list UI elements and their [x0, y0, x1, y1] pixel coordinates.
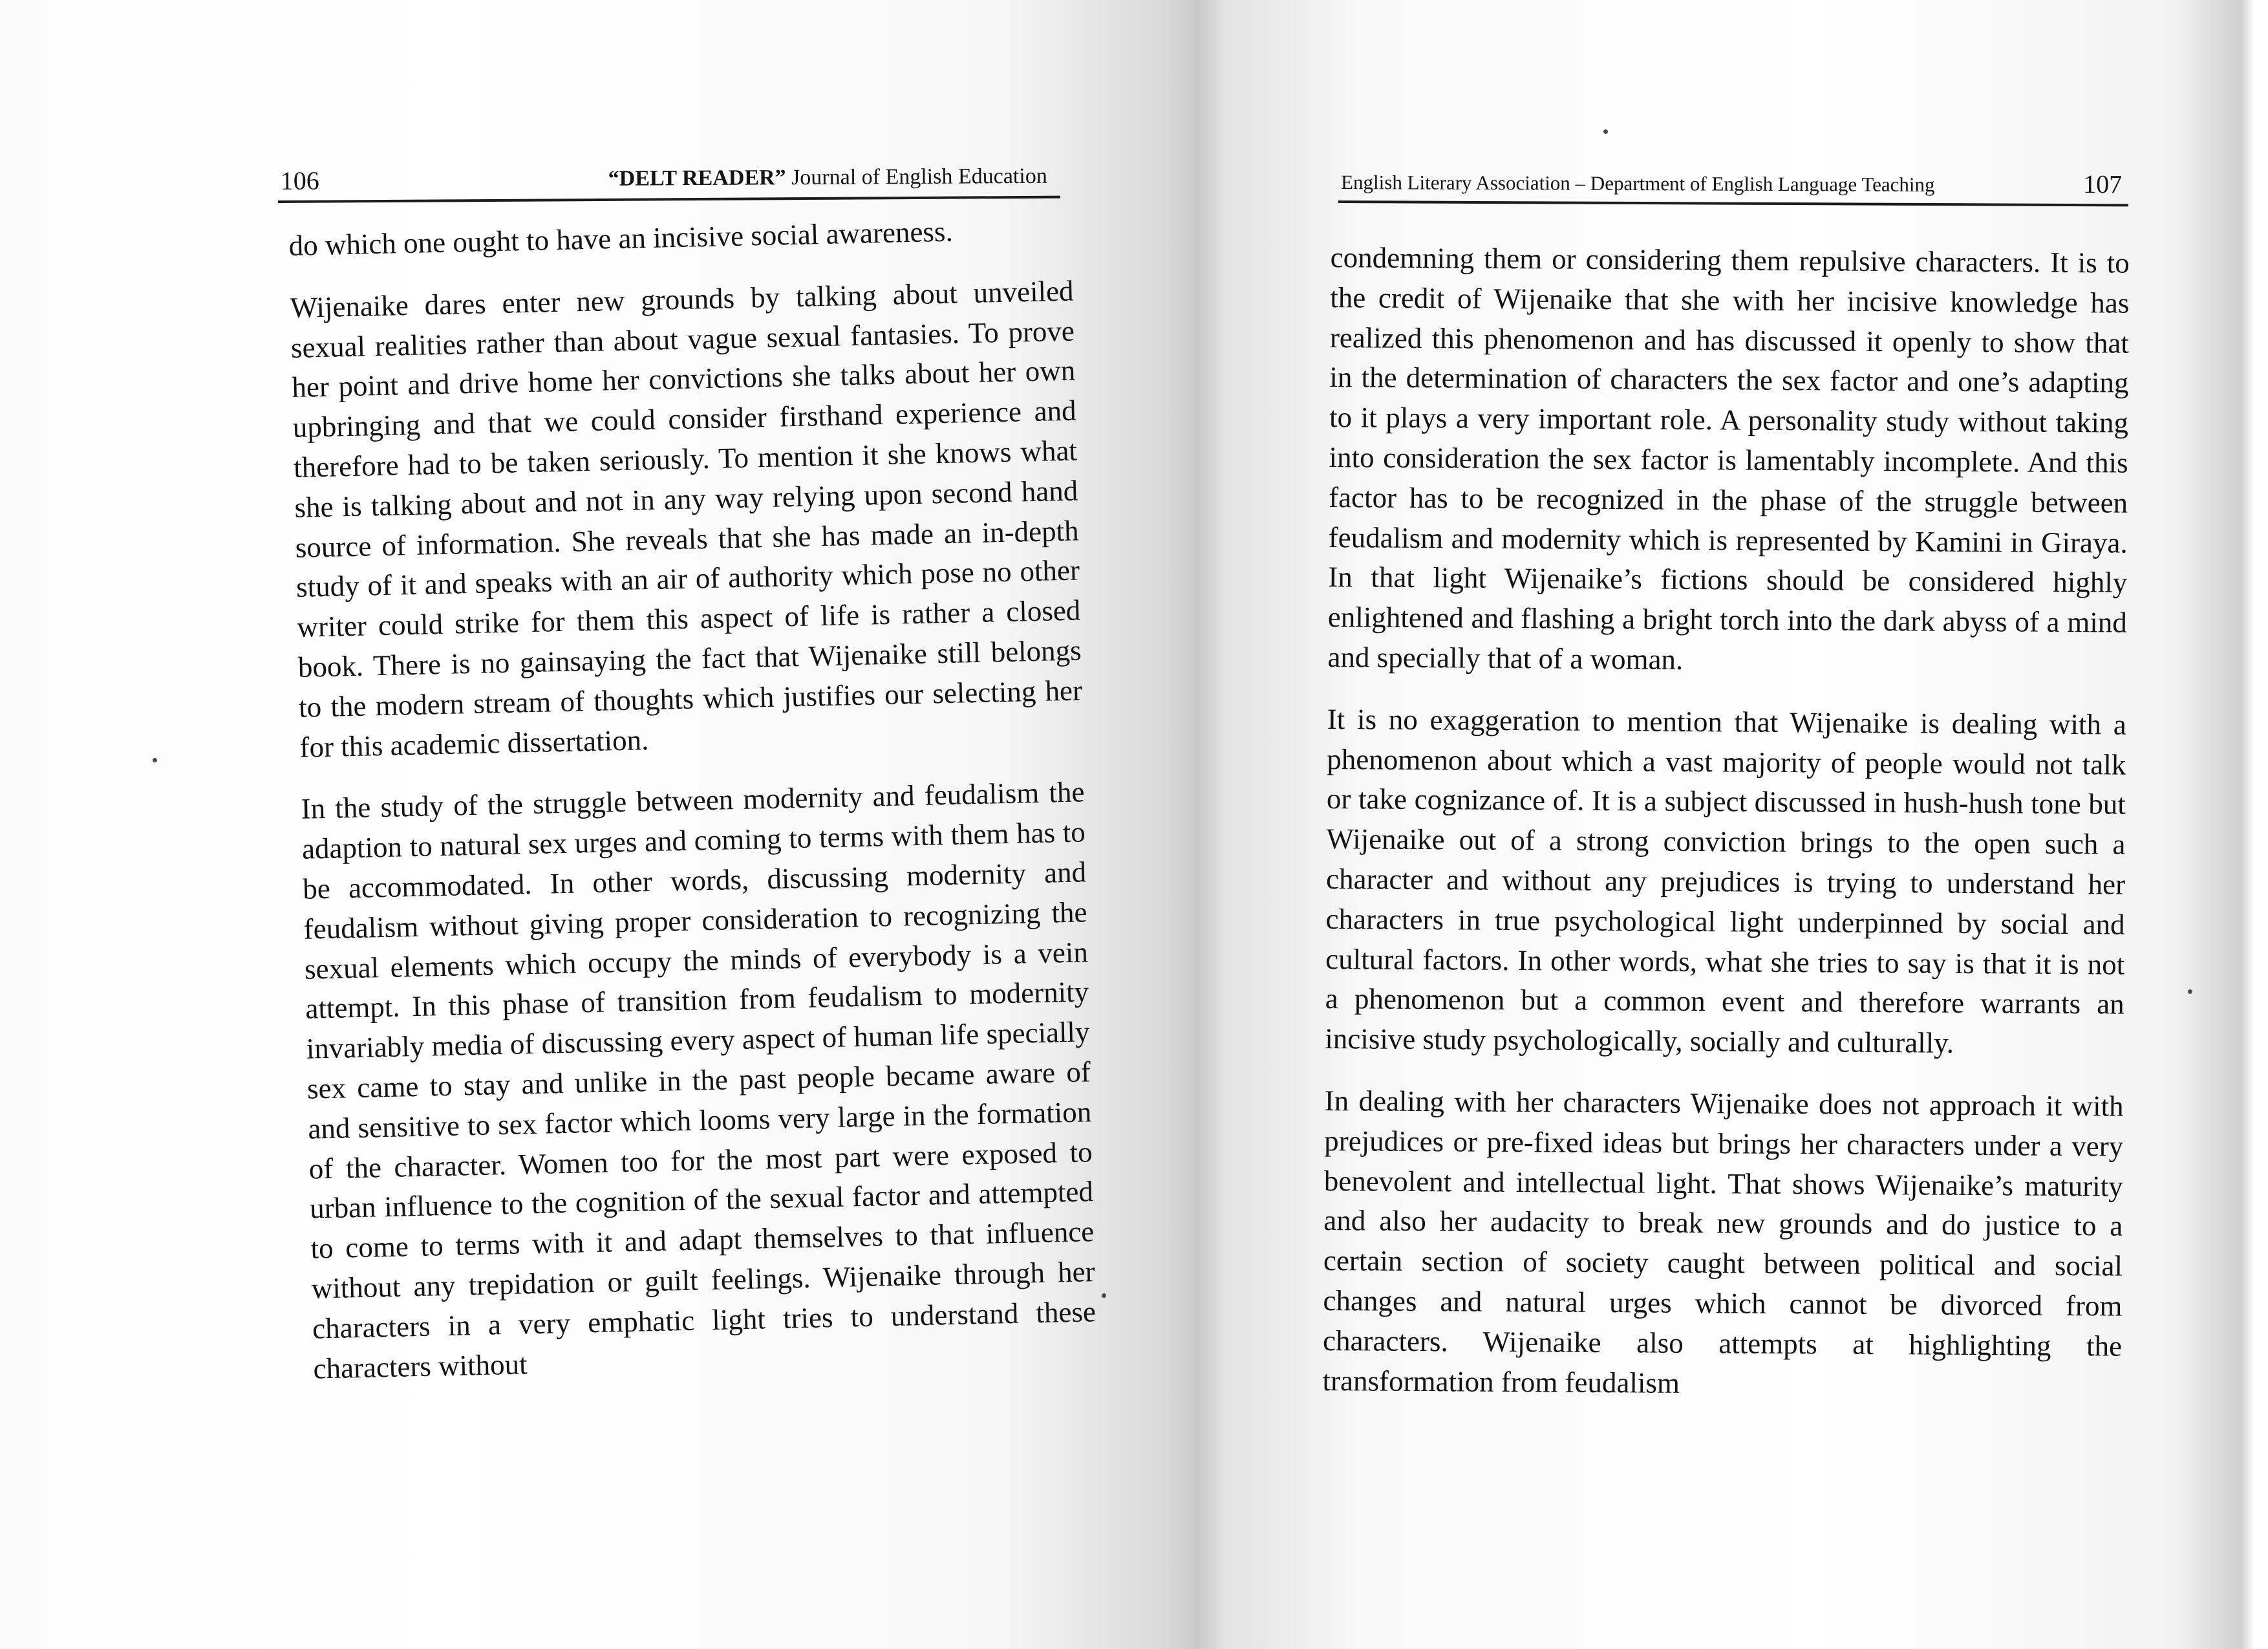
- association-title: English Literary Association – Department of English Language Teaching: [1341, 171, 1935, 197]
- left-paragraph-1: do which one ought to have an incisive social awareness.: [288, 215, 954, 262]
- right-paragraph-3: In dealing with her characters Wijenaike does not approach it with prejudices or pre-fixed ideas but brings her characters under a very benevolent and intellectual light. That shows Wijenaike’s maturity and also her audacity to break new grounds and do justice to a certain section of society caught between political and social changes and natural urges which cannot be divorced from characters. Wijenaike also attempts at highlighting the transformation from feudalism: [1322, 1084, 2124, 1399]
- scan-speck: [2188, 989, 2192, 994]
- right-paragraph-2: It is no exaggeration to mention that Wijenaike is dealing with a phenomenon about which a vast majority of people would not talk or take cognizance of. It is a subject discussed in hush-hush tone but Wijenaike out of a strong conviction brings to the open such a character and without any prejudices is trying to understand her characters in true psychological light underpinned by social and cultural factors. In other words, what she tries to say is that it is not a phenomenon but a common event and therefore warrants an incisive study psychologically, socially and culturally.: [1325, 702, 2126, 1059]
- right-body-text: [1322, 238, 2130, 1428]
- journal-title: [608, 157, 1047, 199]
- left-body-text: [288, 210, 1098, 1411]
- left-running-head: [278, 157, 1060, 203]
- left-paragraph-2: Wijenaike dares enter new grounds by talking about unveiled sexual realities rather than about vague sexual fantasies. To prove her point and drive home her convictions she talks about her own upbringing and that we could consider firsthand experience and therefore had to be taken seriously. To mention it she knows what she is talking about and not in any way relying upon second hand source of information. She reveals that she has made an in-depth study of it and speaks with an air of authority which pose no other writer could strike for them this aspect of life is rather a closed book. There is no gainsaying the fact that Wijenaike still belongs to the modern stream of thoughts which justifies our selecting her for this academic dissertation.: [290, 274, 1083, 764]
- right-paragraph-1: condemning them or considering them repulsive characters. It is to the credit of Wijenaike that she with her incisive knowledge has realized this phenomenon and has discussed it openly to show that in the determination of characters the sex factor and one’s adapting to it plays a very important role. A personality study without taking into consideration the sex factor is lamentably incomplete. And this factor has to be recognized in the phase of the struggle between feudalism and modernity which is represented by Kamini in Giraya. In that light Wijenaike’s fictions should be considered highly enlightened and flashing a bright torch into the dark abyss of a mind and specially that of a woman.: [1327, 241, 2130, 676]
- scan-speck: [1102, 1293, 1106, 1298]
- right-running-head: [1338, 162, 2128, 206]
- journal-title-rest: Journal of English Education: [786, 164, 1047, 190]
- right-page: [1134, 0, 2268, 1649]
- left-paragraph-3: In the study of the struggle between modernity and feudalism the adaption to natural sex urges and coming to terms with them has to be accommodated. In other words, discussing modernity and feudalism without giving proper consideration to recognizing the sexual elements which occupy the minds of everybody is a vein attempt. In this phase of transition from feudalism to modernity invariably media of discussing every aspect of human life specially sex came to stay and unlike in the past people became aware of and sensitive to sex factor which looms very large in the formation of the character. Women too for the most part were exposed to urban influence to the cognition of the sexual factor and attempted to come to terms with it and adapt themselves to that influence without any trepidation or guilt feelings. Wijenaike through her characters in a very emphatic light tries to understand these characters without: [301, 775, 1097, 1385]
- right-page-number: 107: [2083, 169, 2123, 199]
- scan-speck: [1603, 129, 1608, 134]
- left-page-number: 106: [280, 166, 319, 195]
- journal-title-bold: “DELT READER”: [608, 166, 786, 191]
- scan-speck: [153, 758, 157, 762]
